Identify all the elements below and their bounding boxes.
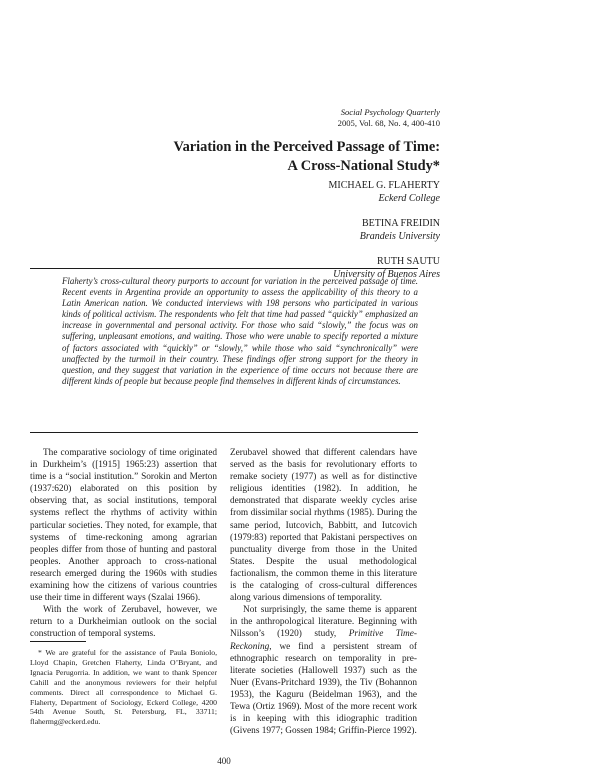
book-title: Primitive Time-Reckoning xyxy=(230,629,417,652)
abstract-bottom-rule xyxy=(30,432,418,433)
journal-header xyxy=(338,107,440,129)
body-text: , we find a persistent stream of ethnographic research on temporality in pre-literate societies (Hallowell 1937) such as the Nuer (Evans-Pritchard 1939), the Tiv (Bohannon 1953), the Kaguru (Beidelman 1963), and the Tewa (Ortiz 1969). Most of the more recent work is in keeping with this idiographic tradition (Givens 1977; Gossen 1984; Griffin-Pierce 1992). xyxy=(230,641,417,737)
journal-name: Social Psychology Quarterly xyxy=(340,107,440,117)
article-title xyxy=(174,138,440,176)
title-line-1: Variation in the Perceived Passage of Time: xyxy=(173,139,440,155)
author-name: RUTH SAUTU xyxy=(376,256,440,267)
abstract-top-rule xyxy=(30,268,418,269)
author-name: BETINA FREIDIN xyxy=(361,218,440,229)
body-paragraph: The comparative sociology of time originated in Durkheim’s ([1915] 1965:23) assertion that time is a “social institution.” Sorokin and Merton (1937:620) elaborated on this position by observing that, as social institutions, temporal systems reflect the rhythms of activity within particular societies. They noted, for example, that systems of time-reckoning among agrarian peoples differ from those of hunting and pastoral peoples. Another approach to cross-national research emerged during the 1960s with studies examining how the citizens of various countries use their time in different ways (Szalai 1966). xyxy=(30,448,217,604)
body-paragraph: Zerubavel showed that different calendars have served as the basis for revolutionary efforts to remake society (1977) as well as for distinctive religious identities (1982). In addition, he demonstrated that disparate weekly cycles arise from dissimilar social rhythms (1985). During the same period, Iutcovich, Babbitt, and Iutcovich (1979:83) reported that Pakistani perspectives on punctuality diverge from those in the United States. Despite the usual methodological factionalism, the common theme in this literature is the cataloging of cross-cultural differences along various dimensions of temporality. xyxy=(230,448,417,604)
author-name: MICHAEL G. FLAHERTY xyxy=(328,180,440,191)
body-paragraph xyxy=(230,604,417,737)
title-line-2: A Cross-National Study* xyxy=(287,158,440,174)
footnote xyxy=(30,648,217,727)
body-column-left xyxy=(30,447,217,641)
author-affiliation: Brandeis University xyxy=(359,230,440,242)
footnote-rule xyxy=(30,641,86,642)
body-paragraph: With the work of Zerubavel, however, we return to a Durkheimian outlook on the social construction of temporal systems. xyxy=(30,605,217,640)
author-affiliation: University of Buenos Aires xyxy=(333,268,440,280)
abstract: Flaherty’s cross-cultural theory purports to account for variation in the perceived passage of time. Recent events in Argentina provide an opportunity to assess the applicability of this theory to a Latin American nation. We conducted interviews with 198 persons who participated in various kinds of political activism. The respondents who felt that time had passed “quickly” emphasized an increase in governmental and personal activity. For those who said “slowly,” the focus was on suffering, unpleasant emotions, and waiting. Those who were unable to specify reported a mixture of factors associated with “quickly” or “slowly,” while those who said “synchronically” were unaffected by the turmoil in their country. These findings offer strong support for the theory in question, and they suggest that variation in the experience of time occurs not because there are different kinds of people but because people find themselves in different kinds of circumstances. xyxy=(62,276,418,386)
page-number: 400 xyxy=(217,756,231,766)
author-block xyxy=(328,218,440,243)
author-block xyxy=(328,180,440,205)
footnote-text: * We are grateful for the assistance of Paula Boniolo, Lloyd Chapin, Gretchen Flaherty, Linda O’Bryant, and Ignacia Perugorria. In addition, we want to thank Spencer Cahill and the anonymous reviewers for their helpful comments. Direct all correspondence to Michael G. Flaherty, Department of Sociology, Eckerd College, 4200 54th Avenue South, St. Petersburg, FL, 33711; flahermg@eckerd.edu. xyxy=(30,648,217,727)
body-text: Not surprisingly, the same theme is apparent in the anthropological literature. Beginning with Nilsson’s (1920) study, xyxy=(230,605,417,640)
author-affiliation: Eckerd College xyxy=(378,192,440,204)
body-column-right xyxy=(230,447,417,737)
journal-citation: 2005, Vol. 68, No. 4, 400-410 xyxy=(337,118,440,128)
